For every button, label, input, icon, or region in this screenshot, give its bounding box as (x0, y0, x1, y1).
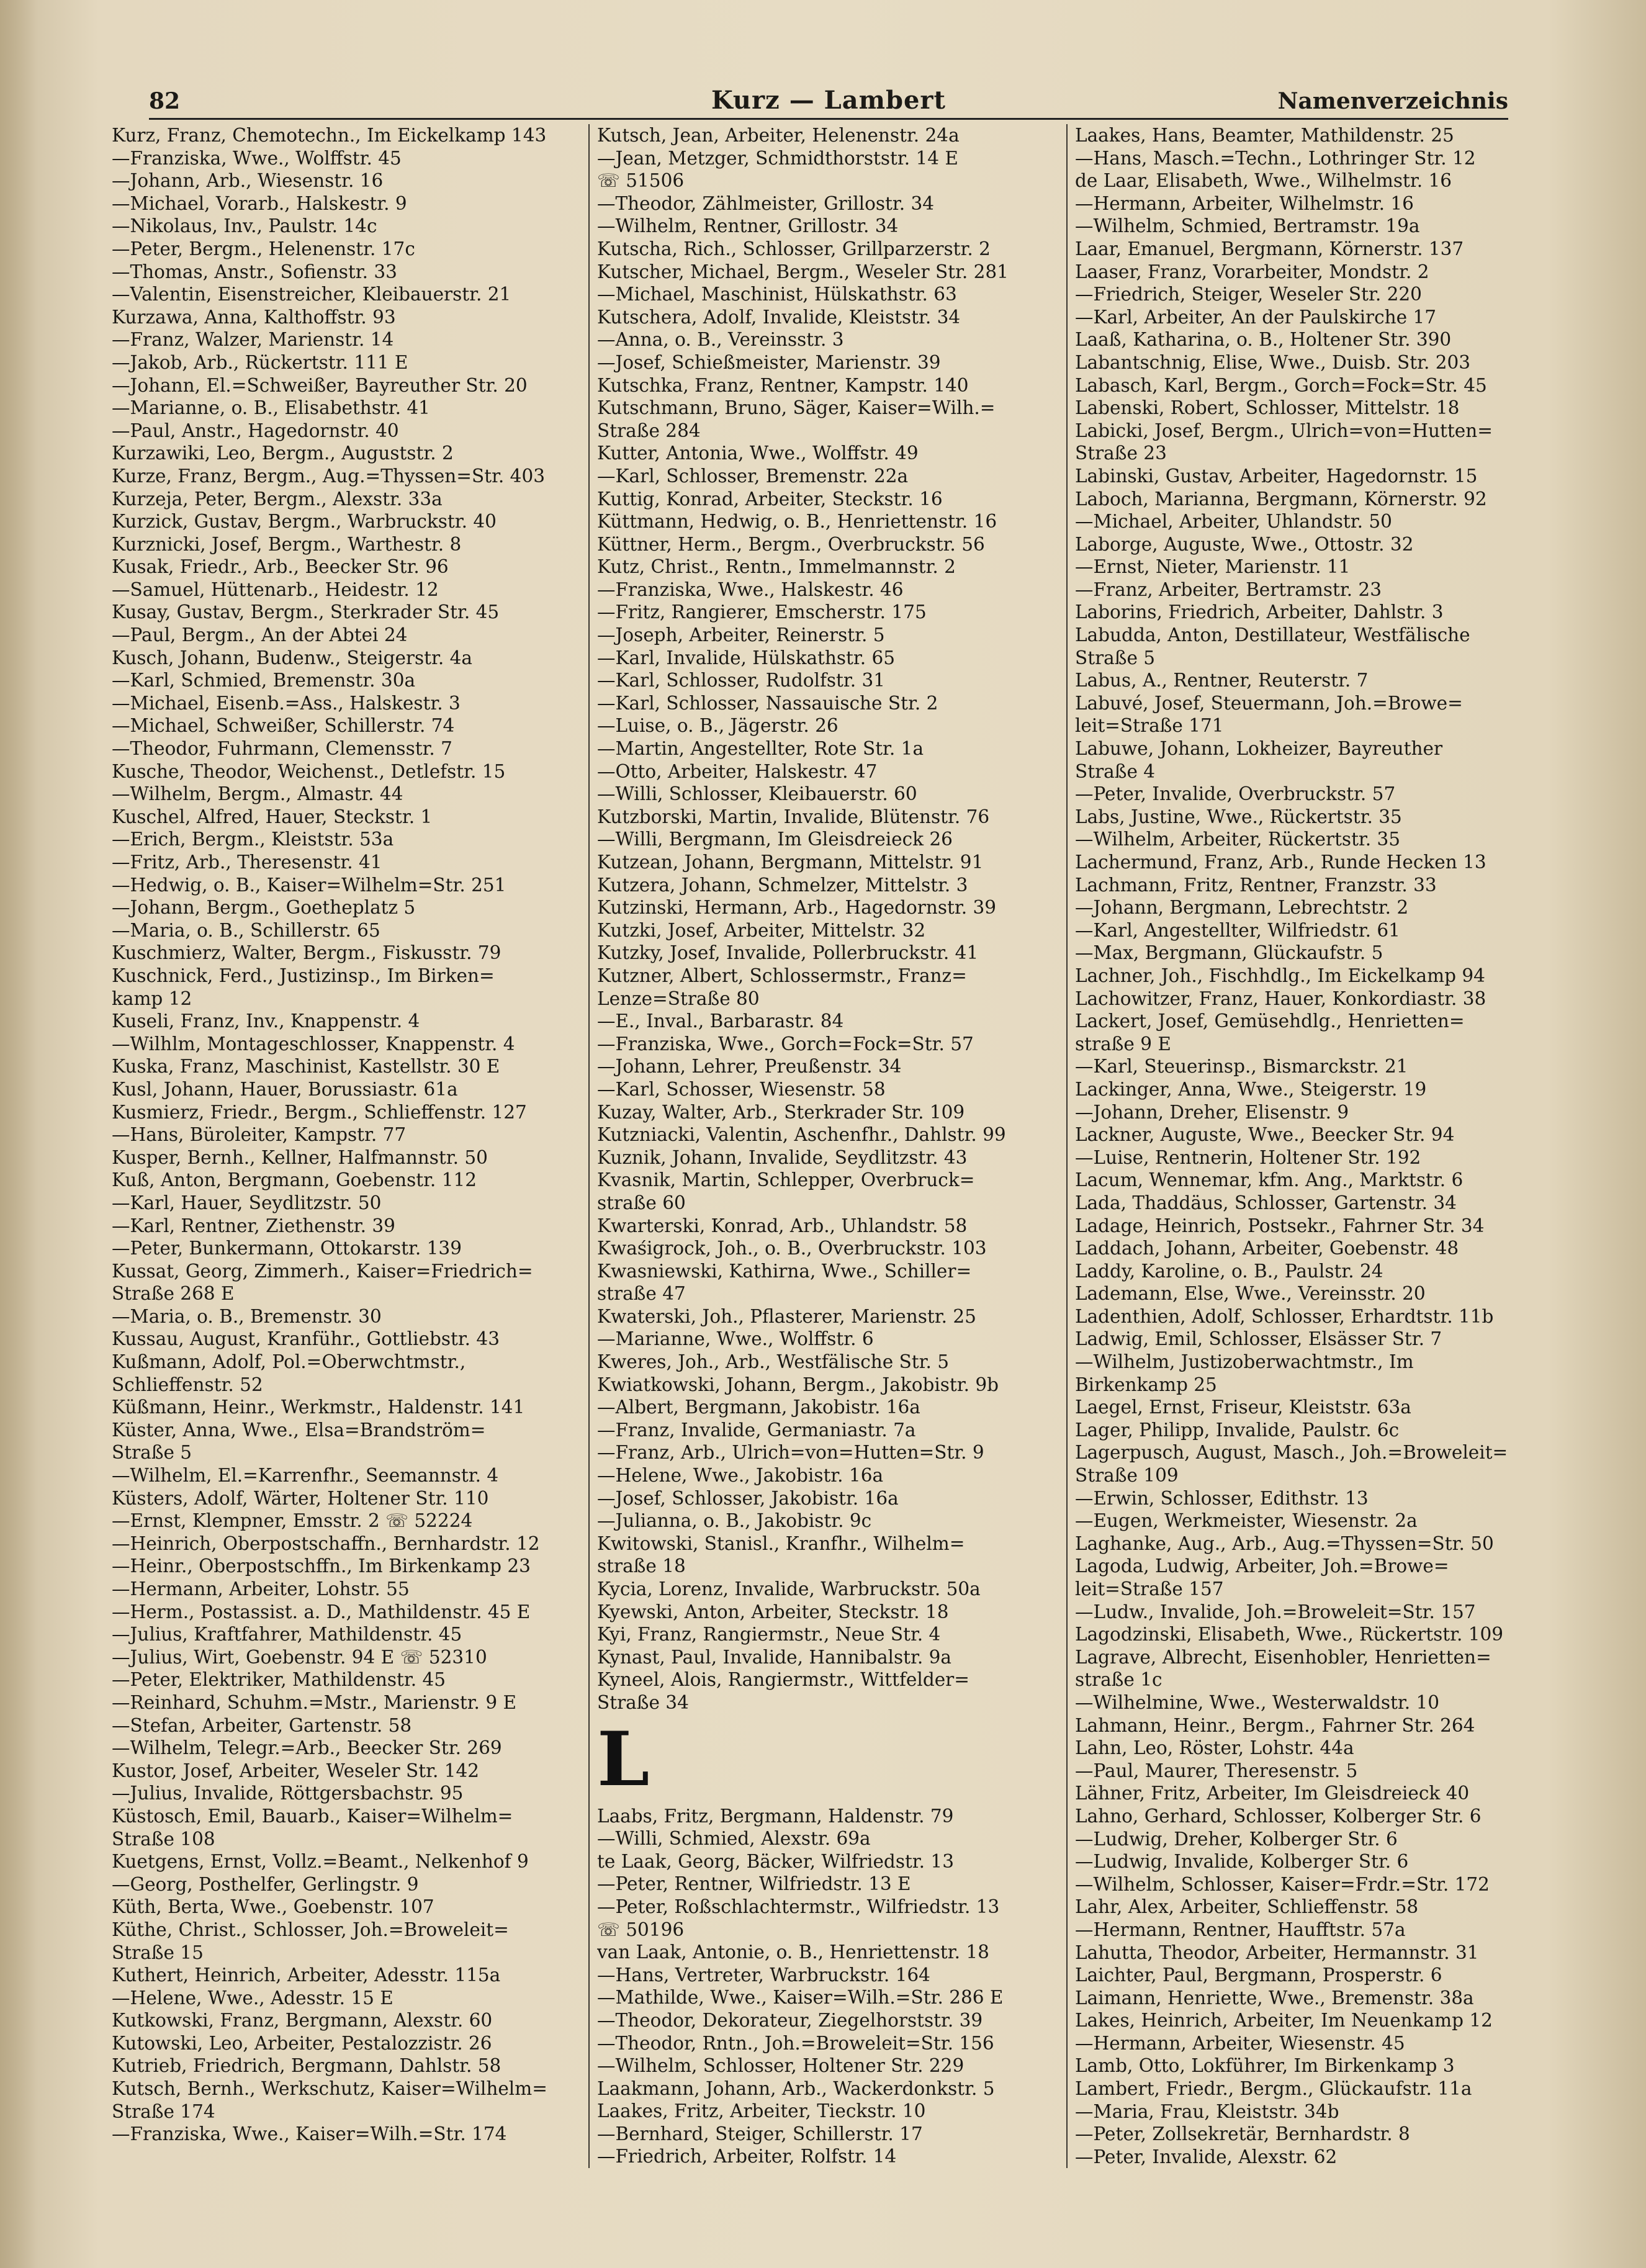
entry-line: —Karl, Steuerinsp., Bismarckstr. 21 (1075, 1056, 1408, 1078)
entry-line: —Josef, Schießmeister, Marienstr. 39 (597, 351, 941, 373)
entry-line: —Michael, Eisenb.=Ass., Halskestr. 3 (112, 692, 461, 714)
entry-line: ☏ 50196 (597, 1919, 685, 1940)
section-title: Namenverzeichnis (1277, 88, 1508, 114)
entry-line: Kwiatkowski, Johann, Bergm., Jakobistr. 9b (597, 1374, 999, 1395)
entry-line: —Karl, Schlosser, Bremenstr. 22a (597, 465, 909, 487)
entry-line: —Johann, El.=Schweißer, Bayreuther Str. 20 (112, 374, 528, 396)
entry-line: —Albert, Bergmann, Jakobistr. 16a (597, 1397, 920, 1418)
entry-line: Lada, Thaddäus, Schlosser, Gartenstr. 34 (1075, 1192, 1457, 1213)
entry-line: Kutsch, Jean, Arbeiter, Helenenstr. 24a (597, 125, 960, 146)
entry-line: —Wilhelm, Schlosser, Holtener Str. 229 (597, 2055, 965, 2077)
entry-line: —Otto, Arbeiter, Halskestr. 47 (597, 760, 878, 782)
page-edge-shadow (0, 0, 37, 2268)
entry-line: Kutowski, Leo, Arbeiter, Pestalozzistr. 26 (112, 2032, 492, 2054)
page-number: 82 (149, 88, 181, 114)
entry-line: Kurzawiki, Leo, Bergm., Auguststr. 2 (112, 443, 454, 464)
entry-line: —Friedrich, Steiger, Weseler Str. 220 (1075, 284, 1422, 305)
entry-line: —Franziska, Wwe., Gorch=Fock=Str. 57 (597, 1033, 974, 1055)
entry-line: —Johann, Lehrer, Preußenstr. 34 (597, 1056, 902, 1078)
entry-line: —Peter, Zollsekretär, Bernhardstr. 8 (1075, 2123, 1410, 2145)
entry-line: Lähner, Fritz, Arbeiter, Im Gleisdreieck 40 (1075, 1783, 1470, 1804)
entry-line: —Theodor, Fuhrmann, Clemensstr. 7 (112, 738, 452, 760)
entry-line: Lamb, Otto, Lokführer, Im Birkenkamp 3 (1075, 2055, 1455, 2077)
entry-line: Kutzborski, Martin, Invalide, Blütenstr. 76 (597, 806, 990, 827)
entry-line: —Karl, Schmied, Bremenstr. 30a (112, 670, 416, 691)
entry-line: Kyneel, Alois, Rangiermstr., Wittfelder= (597, 1669, 969, 1691)
entry-line: —Jean, Metzger, Schmidthorststr. 14 E (597, 147, 958, 169)
entry-line: Ladenthien, Adolf, Schlosser, Erhardtstr. 11b (1075, 1305, 1494, 1327)
entry-line: Lager, Philipp, Invalide, Paulstr. 6c (1075, 1419, 1400, 1441)
entry-line: —Samuel, Hüttenarb., Heidestr. 12 (112, 578, 439, 600)
entry-line: Kurzick, Gustav, Bergm., Warbruckstr. 40 (112, 511, 497, 533)
entry-line: Lacum, Wennemar, kfm. Ang., Marktstr. 6 (1075, 1169, 1464, 1191)
page-header (149, 86, 1508, 120)
entry-line: Straße 5 (112, 1442, 192, 1464)
entry-line: Kurzawa, Anna, Kalthoffstr. 93 (112, 306, 396, 328)
entry-line: —Karl, Schlosser, Nassauische Str. 2 (597, 692, 938, 714)
entry-line: Kweres, Joh., Arb., Westfälische Str. 5 (597, 1351, 950, 1373)
entry-line: Lahutta, Theodor, Arbeiter, Hermannstr. 31 (1075, 1942, 1479, 1963)
entry-line: —Wilhelm, Bergm., Almastr. 44 (112, 783, 403, 805)
entry-line: —Erich, Bergm., Kleiststr. 53a (112, 829, 394, 850)
entry-line: leit=Straße 171 (1075, 715, 1224, 737)
entry-line: Kustor, Josef, Arbeiter, Weseler Str. 142 (112, 1760, 480, 1781)
entry-line: Kuschmierz, Walter, Bergm., Fiskusstr. 79 (112, 942, 501, 964)
entry-line: —Hermann, Arbeiter, Lohstr. 55 (112, 1578, 410, 1600)
entry-line: Kurznicki, Josef, Bergm., Warthestr. 8 (112, 533, 462, 555)
entry-line: Kwaśigrock, Joh., o. B., Overbruckstr. 103 (597, 1238, 987, 1259)
entry-line: Kurzeja, Peter, Bergm., Alexstr. 33a (112, 488, 443, 510)
entry-line: Labudda, Anton, Destillateur, Westfälische (1075, 624, 1470, 646)
entry-line: Labasch, Karl, Bergm., Gorch=Fock=Str. 45 (1075, 374, 1487, 396)
entry-line: Lachermund, Franz, Arb., Runde Hecken 13 (1075, 852, 1486, 873)
entry-line: —Johann, Arb., Wiesenstr. 16 (112, 170, 384, 192)
entry-line: Lambert, Friedr., Bergm., Glückaufstr. 11a (1075, 2078, 1472, 2100)
entry-line: Kutschmann, Bruno, Säger, Kaiser=Wilh.= (597, 397, 996, 419)
entry-line: —Peter, Bunkermann, Ottokarstr. 139 (112, 1238, 462, 1259)
entry-line: Labantschnig, Elise, Wwe., Duisb. Str. 203 (1075, 351, 1471, 373)
entry-line: —Karl, Rentner, Ziethenstr. 39 (112, 1215, 395, 1236)
entry-line: Lackinger, Anna, Wwe., Steigerstr. 19 (1075, 1078, 1427, 1100)
entry-line: —Franz, Arb., Ulrich=von=Hutten=Str. 9 (597, 1442, 984, 1464)
entry-line: Laaß, Katharina, o. B., Holtener Str. 390 (1075, 329, 1452, 351)
entry-line: —Franz, Arbeiter, Bertramstr. 23 (1075, 578, 1382, 600)
entry-line: —Nikolaus, Inv., Paulstr. 14c (112, 215, 377, 237)
entry-line: Birkenkamp 25 (1075, 1374, 1217, 1395)
entry-line: kamp 12 (112, 988, 192, 1009)
entry-line: Kutter, Antonia, Wwe., Wolffstr. 49 (597, 443, 919, 464)
entry-line: Küstosch, Emil, Bauarb., Kaiser=Wilhelm= (112, 1805, 513, 1827)
entry-line: Küttmann, Hedwig, o. B., Henriettenstr. 16 (597, 511, 997, 533)
entry-line: Kuzay, Walter, Arb., Sterkrader Str. 109 (597, 1101, 965, 1123)
entry-line: —Willi, Schmied, Alexstr. 69a (597, 1828, 871, 1850)
column-3 (1066, 124, 1516, 2168)
entry-line: straße 9 E (1075, 1033, 1171, 1055)
entry-line: Kutsch, Bernh., Werkschutz, Kaiser=Wilhelm= (112, 2078, 547, 2100)
entry-line: Kutschera, Adolf, Invalide, Kleiststr. 34 (597, 306, 961, 328)
entry-line: Laborge, Auguste, Wwe., Ottostr. 32 (1075, 533, 1414, 555)
entry-line: —Karl, Arbeiter, An der Paulskirche 17 (1075, 306, 1437, 328)
entry-line: —Michael, Arbeiter, Uhlandstr. 50 (1075, 511, 1392, 533)
entry-line: —Karl, Hauer, Seydlitzstr. 50 (112, 1192, 382, 1213)
entry-line: Lahmann, Heinr., Bergm., Fahrner Str. 264 (1075, 1714, 1475, 1736)
entry-line: Lachner, Joh., Fischhdlg., Im Eickelkamp 94 (1075, 965, 1485, 986)
entry-line: Laakes, Fritz, Arbeiter, Tieckstr. 10 (597, 2100, 926, 2122)
entry-line: —Hermann, Arbeiter, Wiesenstr. 45 (1075, 2032, 1405, 2054)
entry-line: —Marianne, Wwe., Wolffstr. 6 (597, 1328, 874, 1350)
entry-line: Kuska, Franz, Maschinist, Kastellstr. 30 E (112, 1056, 500, 1078)
entry-line: Lackert, Josef, Gemüsehdlg., Henrietten= (1075, 1010, 1465, 1032)
entry-line: Kuznik, Johann, Invalide, Seydlitzstr. 43 (597, 1146, 968, 1168)
entry-line: Kutrieb, Friedrich, Bergmann, Dahlstr. 58 (112, 2055, 501, 2077)
entry-line: —Peter, Bergm., Helenenstr. 17c (112, 238, 415, 259)
entry-line: Kutz, Christ., Rentn., Immelmannstr. 2 (597, 556, 956, 578)
entry-line: —Maria, o. B., Bremenstr. 30 (112, 1305, 382, 1327)
entry-line: Laghanke, Aug., Arb., Aug.=Thyssen=Str. 50 (1075, 1532, 1494, 1554)
entry-line: Kurz, Franz, Chemotechn., Im Eickelkamp 143 (112, 125, 547, 146)
entry-line: —Wilhelm, Arbeiter, Rückertstr. 35 (1075, 829, 1401, 850)
entry-line: —Julius, Kraftfahrer, Mathildenstr. 45 (112, 1624, 462, 1645)
entry-line: Lagoda, Ludwig, Arbeiter, Joh.=Browe= (1075, 1555, 1449, 1577)
entry-line: —Jakob, Arb., Rückertstr. 111 E (112, 351, 408, 373)
entry-line: Laddach, Johann, Arbeiter, Goebenstr. 48 (1075, 1238, 1459, 1259)
entry-line: —Georg, Posthelfer, Gerlingstr. 9 (112, 1873, 419, 1895)
entry-line: —Peter, Elektriker, Mathildenstr. 45 (112, 1669, 446, 1691)
entry-line: —Julius, Wirt, Goebenstr. 94 E ☏ 52310 (112, 1646, 487, 1668)
entry-line: Kusl, Johann, Hauer, Borussiastr. 61a (112, 1078, 458, 1100)
entry-line: Laddy, Karoline, o. B., Paulstr. 24 (1075, 1260, 1383, 1282)
entry-line: —Wilhlm, Montageschlosser, Knappenstr. 4 (112, 1033, 515, 1055)
entry-line: Lagrave, Albrecht, Eisenhobler, Henrietten= (1075, 1646, 1491, 1668)
entry-line: —Heinrich, Oberpostschaffn., Bernhardstr. 12 (112, 1532, 540, 1554)
entry-line: —Julianna, o. B., Jakobistr. 9c (597, 1510, 872, 1532)
entry-line: Kyewski, Anton, Arbeiter, Steckstr. 18 (597, 1601, 949, 1622)
entry-line: —Theodor, Dekorateur, Ziegelhorststr. 39 (597, 2009, 983, 2031)
entry-line: —Hedwig, o. B., Kaiser=Wilhelm=Str. 251 (112, 874, 506, 896)
entry-line: —Friedrich, Arbeiter, Rolfstr. 14 (597, 2146, 897, 2167)
entry-line: Kuseli, Franz, Inv., Knappenstr. 4 (112, 1010, 420, 1032)
entry-line: Lagodzinski, Elisabeth, Wwe., Rückertstr. 109 (1075, 1624, 1504, 1645)
entry-line: Kutscher, Michael, Bergm., Weseler Str. 281 (597, 261, 1009, 282)
entry-line: Straße 268 E (112, 1283, 235, 1305)
entry-line: Kussau, August, Kranführ., Gottliebstr. 43 (112, 1328, 500, 1350)
entry-line: —Joseph, Arbeiter, Reinerstr. 5 (597, 624, 885, 646)
entry-line: —Julius, Invalide, Röttgersbachstr. 95 (112, 1783, 464, 1804)
entry-line: —Luise, o. B., Jägerstr. 26 (597, 715, 839, 737)
entry-line: Kutscha, Rich., Schlosser, Grillparzerstr. 2 (597, 238, 991, 259)
entry-line: Kwitowski, Stanisl., Kranfhr., Wilhelm= (597, 1532, 965, 1554)
entry-line: Laakes, Hans, Beamter, Mathildenstr. 25 (1075, 125, 1454, 146)
entry-line: —Hans, Vertreter, Warbruckstr. 164 (597, 1964, 930, 1986)
entry-line: Kutzean, Johann, Bergmann, Mittelstr. 91 (597, 852, 984, 873)
entry-line: Kutzner, Albert, Schlossermstr., Franz= (597, 965, 967, 986)
entry-line: —Maria, o. B., Schillerstr. 65 (112, 919, 380, 941)
entry-line: —Eugen, Werkmeister, Wiesenstr. 2a (1075, 1510, 1418, 1532)
entry-line: —Fritz, Arb., Theresenstr. 41 (112, 852, 382, 873)
entry-line: Straße 4 (1075, 760, 1156, 782)
entry-line: Lackner, Auguste, Wwe., Beecker Str. 94 (1075, 1124, 1455, 1146)
entry-line: —Heinr., Oberpostschffn., Im Birkenkamp 23 (112, 1555, 531, 1577)
entry-line: Kutzera, Johann, Schmelzer, Mittelstr. 3 (597, 874, 968, 896)
entry-line: —Karl, Angestellter, Wilfriedstr. 61 (1075, 919, 1400, 941)
entry-line: Kußmann, Adolf, Pol.=Oberwchtmstr., (112, 1351, 466, 1373)
entry-line: —E., Inval., Barbarastr. 84 (597, 1010, 844, 1032)
entry-line: Schlieffenstr. 52 (112, 1374, 263, 1395)
entry-line: Lagerpusch, August, Masch., Joh.=Broweleit= (1075, 1442, 1508, 1464)
entry-line: —Franz, Invalide, Germaniastr. 7a (597, 1419, 916, 1441)
entry-line: —Peter, Roßschlachtermstr., Wilfriedstr. 13 (597, 1896, 1000, 1917)
entry-line: Kwasniewski, Kathirna, Wwe., Schiller= (597, 1260, 972, 1282)
entry-line: —Stefan, Arbeiter, Gartenstr. 58 (112, 1714, 412, 1736)
entry-line: —Theodor, Zählmeister, Grillostr. 34 (597, 192, 934, 214)
entry-line: Kwaterski, Joh., Pflasterer, Marienstr. 25 (597, 1305, 976, 1327)
entry-line: Laegel, Ernst, Friseur, Kleiststr. 63a (1075, 1397, 1411, 1418)
entry-line: —Mathilde, Wwe., Kaiser=Wilh.=Str. 286 E (597, 1987, 1004, 2009)
entry-line: Kuschel, Alfred, Hauer, Steckstr. 1 (112, 806, 433, 827)
entry-line: Straße 174 (112, 2100, 215, 2122)
entry-line: —Marianne, o. B., Elisabethstr. 41 (112, 397, 430, 419)
entry-line: Kutschka, Franz, Rentner, Kampstr. 140 (597, 374, 969, 396)
entry-line: Lahno, Gerhard, Schlosser, Kolberger Str. 6 (1075, 1805, 1482, 1827)
entry-line: Kycia, Lorenz, Invalide, Warbruckstr. 50a (597, 1578, 981, 1600)
entry-line: —Wilhelmine, Wwe., Westerwaldstr. 10 (1075, 1691, 1440, 1713)
entry-line: —Karl, Invalide, Hülskathstr. 65 (597, 647, 896, 668)
entry-line: Ladage, Heinrich, Postsekr., Fahrner Str. 34 (1075, 1215, 1485, 1236)
entry-line: —Ludwig, Dreher, Kolberger Str. 6 (1075, 1828, 1398, 1850)
entry-line: de Laar, Elisabeth, Wwe., Wilhelmstr. 16 (1075, 170, 1452, 192)
entry-line: Küthe, Christ., Schlosser, Joh.=Broweleit= (112, 1919, 509, 1940)
entry-line: —Luise, Rentnerin, Holtener Str. 192 (1075, 1146, 1421, 1168)
entry-line: Lachowitzer, Franz, Hauer, Konkordiastr. 38 (1075, 988, 1486, 1009)
column-2 (588, 124, 1024, 2168)
entry-line: Lachmann, Fritz, Rentner, Franzstr. 33 (1075, 874, 1437, 896)
entry-line: Kyi, Franz, Rangiermstr., Neue Str. 4 (597, 1624, 941, 1645)
entry-line: —Franziska, Wwe., Halskestr. 46 (597, 578, 904, 600)
entry-line: —Franziska, Wwe., Kaiser=Wilh.=Str. 174 (112, 2123, 507, 2145)
entry-line: Labuvé, Josef, Steuermann, Joh.=Browe= (1075, 692, 1463, 714)
entry-line: Kvasnik, Martin, Schlepper, Overbruck= (597, 1169, 975, 1191)
entry-line: Kusche, Theodor, Weichenst., Detlefstr. 15 (112, 760, 506, 782)
entry-line: —Anna, o. B., Vereinsstr. 3 (597, 329, 844, 351)
entry-line: Kutkowski, Franz, Bergmann, Alexstr. 60 (112, 2010, 493, 2032)
entry-line: Labicki, Josef, Bergm., Ulrich=von=Hutten= (1075, 420, 1493, 441)
entry-line: —Martin, Angestellter, Rote Str. 1a (597, 738, 924, 760)
entry-line: —Wilhelm, El.=Karrenfhr., Seemannstr. 4 (112, 1465, 499, 1487)
entry-line: Straße 109 (1075, 1465, 1179, 1487)
entry-line: Straße 15 (112, 1942, 204, 1963)
entry-line: Kusch, Johann, Budenw., Steigerstr. 4a (112, 647, 472, 668)
entry-line: Laimann, Henriette, Wwe., Bremenstr. 38a (1075, 1987, 1474, 2009)
entry-line: Kuß, Anton, Bergmann, Goebenstr. 112 (112, 1169, 477, 1191)
entry-line: Küster, Anna, Wwe., Elsa=Brandström= (112, 1419, 486, 1441)
entry-line: Laabs, Fritz, Bergmann, Haldenstr. 79 (597, 1805, 954, 1827)
entry-line: —Johann, Dreher, Elisenstr. 9 (1075, 1101, 1349, 1123)
entry-line: —Helene, Wwe., Adesstr. 15 E (112, 1987, 394, 2009)
entry-line: Kutzinski, Hermann, Arb., Hagedornstr. 39 (597, 897, 996, 919)
entry-line: —Wilhelm, Schlosser, Kaiser=Frdr.=Str. 172 (1075, 1873, 1490, 1895)
entry-line: —Hermann, Arbeiter, Wilhelmstr. 16 (1075, 192, 1414, 214)
entry-line: —Peter, Invalide, Overbruckstr. 57 (1075, 783, 1396, 805)
entry-line: —Karl, Schlosser, Rudolfstr. 31 (597, 670, 886, 691)
entry-line: —Wilhelm, Rentner, Grillostr. 34 (597, 215, 899, 237)
entry-line: Küsters, Adolf, Wärter, Holtener Str. 110 (112, 1487, 489, 1509)
entry-line: leit=Straße 157 (1075, 1578, 1224, 1600)
entry-line: Straße 23 (1075, 443, 1167, 464)
entry-line: —Willi, Bergmann, Im Gleisdreieck 26 (597, 829, 953, 850)
entry-line: Kutzniacki, Valentin, Aschenfhr., Dahlstr. 99 (597, 1124, 1006, 1146)
entry-line: Laboch, Marianna, Bergmann, Körnerstr. 92 (1075, 488, 1487, 510)
entry-line: —Karl, Schosser, Wiesenstr. 58 (597, 1078, 886, 1100)
page-title: Kurz — Lambert (711, 86, 946, 115)
entry-line: Straße 284 (597, 420, 701, 441)
entry-line: Kynast, Paul, Invalide, Hannibalstr. 9a (597, 1646, 951, 1668)
entry-line: —Paul, Maurer, Theresenstr. 5 (1075, 1760, 1358, 1781)
entry-line: Küttner, Herm., Bergm., Overbruckstr. 56 (597, 533, 985, 555)
entry-line: Küth, Berta, Wwe., Goebenstr. 107 (112, 1896, 434, 1918)
entry-line: —Ernst, Klempner, Emsstr. 2 ☏ 52224 (112, 1510, 473, 1532)
entry-line: —Wilhelm, Justizoberwachtmstr., Im (1075, 1351, 1414, 1373)
entry-line: —Johann, Bergmann, Lebrechtstr. 2 (1075, 897, 1409, 919)
entry-line: —Peter, Rentner, Wilfriedstr. 13 E (597, 1873, 911, 1895)
column-1 (112, 124, 549, 2146)
entry-line: Labs, Justine, Wwe., Rückertstr. 35 (1075, 806, 1402, 827)
entry-line: —Peter, Invalide, Alexstr. 62 (1075, 2146, 1338, 2167)
entry-line: Kuttig, Konrad, Arbeiter, Steckstr. 16 (597, 488, 943, 510)
entry-line: —Paul, Bergm., An der Abtei 24 (112, 624, 408, 646)
entry-line: —Ludwig, Invalide, Kolberger Str. 6 (1075, 1851, 1409, 1873)
entry-line: —Bernhard, Steiger, Schillerstr. 17 (597, 2123, 923, 2144)
entry-line: Kussat, Georg, Zimmerh., Kaiser=Friedrich= (112, 1260, 533, 1282)
entry-line: —Valentin, Eisenstreicher, Kleibauerstr. 21 (112, 284, 511, 305)
entry-line: Kuschnick, Ferd., Justizinsp., Im Birken= (112, 965, 495, 986)
entry-line: Lahn, Leo, Röster, Lohstr. 44a (1075, 1737, 1354, 1759)
entry-line: Laaser, Franz, Vorarbeiter, Mondstr. 2 (1075, 261, 1429, 282)
entry-line: —Franziska, Wwe., Wolffstr. 45 (112, 147, 402, 169)
entry-line: —Reinhard, Schuhm.=Mstr., Marienstr. 9 E (112, 1691, 516, 1713)
entry-line: Labuwe, Johann, Lokheizer, Bayreuther (1075, 738, 1443, 760)
entry-line: Laakmann, Johann, Arb., Wackerdonkstr. 5 (597, 2077, 995, 2099)
entry-line: Kusay, Gustav, Bergm., Sterkrader Str. 45 (112, 601, 500, 623)
entry-line: —Fritz, Rangierer, Emscherstr. 175 (597, 601, 927, 623)
entry-line: Kusak, Friedr., Arb., Beecker Str. 96 (112, 556, 449, 578)
entry-line: —Franz, Walzer, Marienstr. 14 (112, 329, 394, 351)
entry-line: straße 1c (1075, 1669, 1163, 1691)
entry-line: —Paul, Anstr., Hagedornstr. 40 (112, 420, 399, 441)
entry-line: Lenze=Straße 80 (597, 988, 760, 1009)
entry-line: Kutzky, Josef, Invalide, Pollerbruckstr. 41 (597, 942, 979, 964)
entry-line: —Wilhelm, Schmied, Bertramstr. 19a (1075, 215, 1420, 237)
entry-line: —Willi, Schlosser, Kleibauerstr. 60 (597, 783, 917, 805)
entry-line: —Josef, Schlosser, Jakobistr. 16a (597, 1487, 899, 1509)
entry-line: —Herm., Postassist. a. D., Mathildenstr. 45 E (112, 1601, 531, 1622)
entry-line: straße 60 (597, 1192, 686, 1213)
entry-line: Kwarterski, Konrad, Arb., Uhlandstr. 58 (597, 1215, 968, 1236)
entry-line: —Thomas, Anstr., Sofienstr. 33 (112, 261, 397, 282)
entry-line: Labenski, Robert, Schlosser, Mittelstr. 18 (1075, 397, 1460, 419)
entry-line: —Erwin, Schlosser, Edithstr. 13 (1075, 1487, 1369, 1509)
entry-line: Laichter, Paul, Bergmann, Prosperstr. 6 (1075, 1964, 1442, 1986)
entry-line: Kutzki, Josef, Arbeiter, Mittelstr. 32 (597, 919, 926, 941)
entry-line: Labus, A., Rentner, Reuterstr. 7 (1075, 670, 1369, 691)
entry-line: —Hermann, Rentner, Haufftstr. 57a (1075, 1919, 1406, 1940)
entry-line: Kurze, Franz, Bergm., Aug.=Thyssen=Str. 403 (112, 465, 545, 487)
entry-line: —Ernst, Nieter, Marienstr. 11 (1075, 556, 1351, 578)
entry-line: —Michael, Vorarb., Halskestr. 9 (112, 192, 407, 214)
entry-line: —Theodor, Rntn., Joh.=Broweleit=Str. 156 (597, 2032, 994, 2054)
entry-line: —Hans, Masch.=Techn., Lothringer Str. 12 (1075, 147, 1476, 169)
entry-line: Kusper, Bernh., Kellner, Halfmannstr. 50 (112, 1146, 488, 1168)
entry-line: Kuthert, Heinrich, Arbeiter, Adesstr. 115a (112, 1964, 501, 1986)
entry-line: Lakes, Heinrich, Arbeiter, Im Neuenkamp 12 (1075, 2010, 1493, 2032)
entry-line: Küßmann, Heinr., Werkmstr., Haldenstr. 141 (112, 1397, 525, 1418)
entry-line: —Hans, Büroleiter, Kampstr. 77 (112, 1124, 407, 1146)
entry-line: Straße 108 (112, 1828, 215, 1850)
entry-line: Ladwig, Emil, Schlosser, Elsässer Str. 7 (1075, 1328, 1442, 1350)
entry-line: —Max, Bergmann, Glückaufstr. 5 (1075, 942, 1383, 964)
entry-line: Laborins, Friedrich, Arbeiter, Dahlstr. 3 (1075, 601, 1444, 623)
entry-line: Lademann, Else, Wwe., Vereinsstr. 20 (1075, 1283, 1426, 1305)
entry-line: —Wilhelm, Telegr.=Arb., Beecker Str. 269 (112, 1737, 502, 1759)
entry-line: Lahr, Alex, Arbeiter, Schlieffenstr. 58 (1075, 1896, 1419, 1918)
entry-line: te Laak, Georg, Bäcker, Wilfriedstr. 13 (597, 1850, 954, 1872)
entry-line: Labinski, Gustav, Arbeiter, Hagedornstr. 15 (1075, 465, 1478, 487)
entry-line: —Michael, Maschinist, Hülskathstr. 63 (597, 284, 957, 305)
section-letter: L (597, 1715, 650, 1803)
entry-line: Kuetgens, Ernst, Vollz.=Beamt., Nelkenhof 9 (112, 1851, 529, 1873)
entry-line: —Ludw., Invalide, Joh.=Broweleit=Str. 157 (1075, 1601, 1476, 1622)
entry-line: —Maria, Frau, Kleiststr. 34b (1075, 2100, 1339, 2122)
entry-line: van Laak, Antonie, o. B., Henriettenstr. 18 (597, 1942, 989, 1963)
entry-line: —Helene, Wwe., Jakobistr. 16a (597, 1465, 884, 1487)
entry-line: straße 18 (597, 1555, 686, 1577)
entry-line: Kusmierz, Friedr., Bergm., Schlieffenstr. 127 (112, 1101, 527, 1123)
entry-line: —Johann, Bergm., Goetheplatz 5 (112, 897, 416, 919)
entry-line: straße 47 (597, 1283, 686, 1305)
entry-line: Straße 34 (597, 1691, 689, 1713)
entry-line: Laar, Emanuel, Bergmann, Körnerstr. 137 (1075, 238, 1464, 259)
entry-line: ☏ 51506 (597, 170, 685, 192)
entry-line: —Michael, Schweißer, Schillerstr. 74 (112, 715, 455, 737)
entry-line: Straße 5 (1075, 647, 1156, 668)
